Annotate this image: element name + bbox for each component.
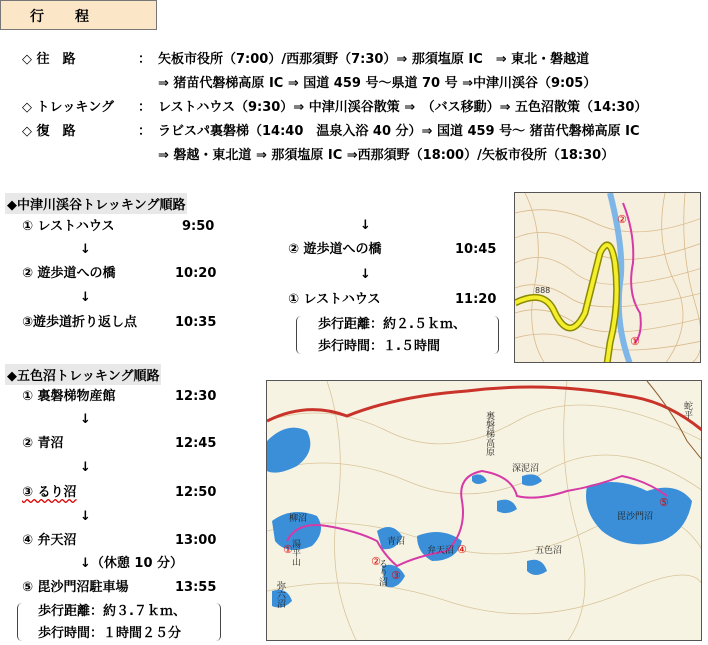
nakatsu-distance: 歩行距離：約２.５ｋｍ、 xyxy=(318,317,466,332)
nakatsu-map xyxy=(514,192,701,363)
nakatsu-stop-3: ③遊歩道折り返し点 xyxy=(22,315,138,330)
arrow-icon: ↓ xyxy=(360,267,371,282)
goshiki-stop-5: ⑤ 毘沙門沼駐車場 xyxy=(22,580,129,595)
goshiki-time-5: 13:55 xyxy=(175,580,217,595)
arrow-icon: ↓ xyxy=(80,412,91,427)
goshiki-time-3: 12:50 xyxy=(175,485,217,500)
map2-label-ruri: るり沼 xyxy=(377,559,387,586)
nakatsu-heading: ◆中津川渓谷トレッキング順路 xyxy=(5,193,187,214)
goshiki-stop-4: ④ 弁天沼 xyxy=(22,533,77,548)
itinerary-label-outbound: ◇ 往 路 xyxy=(22,52,76,67)
itinerary-line-trekking-1: レストハウス（9:30）⇒ 中津川渓谷散策 ⇒ （バス移動）⇒ 五色沼散策（14:30） xyxy=(158,100,648,115)
itinerary-colon-return: ： xyxy=(138,124,152,139)
itinerary-label-return: ◇ 復 路 xyxy=(22,124,76,139)
goshiki-stop-2: ② 青沼 xyxy=(22,436,64,451)
nakatsu-map-svg xyxy=(515,193,701,363)
goshiki-time-1: 12:30 xyxy=(175,389,217,404)
goshiki-distance: 歩行距離：約３.７ｋｍ、 xyxy=(38,604,186,619)
nakatsu-return-time-1: 11:20 xyxy=(455,292,497,307)
arrow-icon: ↓ xyxy=(80,509,91,524)
map2-label-hebi: 蛇平 xyxy=(682,401,692,419)
title-box xyxy=(0,0,157,30)
itinerary-line-outbound-1: 矢板市役所（7:00）/西那須野（7:30）⇒ 那須塩原 IC ⇒ 東北・磐越道 xyxy=(158,52,590,67)
arrow-icon: ↓ xyxy=(80,290,91,305)
map1-marker-1: ① xyxy=(630,335,640,348)
nakatsu-return-time-2: 10:45 xyxy=(455,242,497,257)
map2-label-yuhira: 湯平山 xyxy=(290,539,300,566)
nakatsu-return-stop-2: ② 遊歩道への橋 xyxy=(288,242,382,257)
goshiki-time-4: 13:00 xyxy=(175,533,217,548)
map2-label-miroku: 弥六沼 xyxy=(275,581,285,608)
map2-label-goshiki: 五色沼 xyxy=(535,546,563,556)
map2-label-yanagi: 柳沼 xyxy=(289,514,308,524)
itinerary-colon-trekking: ： xyxy=(138,100,152,115)
goshiki-stop-3 xyxy=(22,485,77,501)
map2-marker-2: ② xyxy=(371,555,381,568)
map2-label-benten: 弁天沼 xyxy=(427,546,455,556)
nakatsu-time-1: 9:50 xyxy=(182,219,215,234)
nakatsu-return-stop-1: ① レストハウス xyxy=(288,292,381,307)
goshiki-stop-3-label: ③ るり沼 xyxy=(22,485,77,500)
arrow-icon: ↓ xyxy=(80,242,91,257)
map2-label-urabandai: 裏磐梯高原 xyxy=(484,411,494,456)
goshiki-duration: 歩行時間：１時間２５分 xyxy=(38,626,182,641)
page-title: 行 程 xyxy=(30,9,90,25)
map1-elevation: 888 xyxy=(535,286,551,295)
nakatsu-stop-1: ① レストハウス xyxy=(22,219,115,234)
map2-marker-4: ④ xyxy=(457,543,467,556)
map2-marker-5: ⑤ xyxy=(659,496,669,509)
itinerary-line-return-1: ラビスパ裏磐梯（14:40 温泉入浴 40 分）⇒ 国道 459 号～ 猪苗代磐梯高原 IC xyxy=(158,124,640,139)
map2-label-ao: 青沼 xyxy=(387,537,406,547)
map2-marker-1: ① xyxy=(283,543,293,556)
goshiki-time-2: 12:45 xyxy=(175,436,217,451)
goshiki-rest-note: ↓（休憩 10 分） xyxy=(80,556,184,571)
map2-marker-3: ③ xyxy=(391,569,401,582)
goshiki-map xyxy=(266,380,702,641)
map1-marker-2: ② xyxy=(617,213,627,226)
map2-label-bishamon: 毘沙門沼 xyxy=(617,512,654,522)
itinerary-line-outbound-2: ⇒ 猪苗代磐梯高原 IC ⇒ 国道 459 号～県道 70 号 ⇒中津川渓谷（9:05） xyxy=(158,76,597,91)
nakatsu-time-2: 10:20 xyxy=(175,266,217,281)
arrow-icon: ↓ xyxy=(80,460,91,475)
map2-label-doro: 深泥沼 xyxy=(512,464,540,474)
itinerary-label-trekking: ◇ トレッキング xyxy=(22,100,115,115)
arrow-icon: ↓ xyxy=(360,218,371,233)
goshiki-heading: ◆五色沼トレッキング順路 xyxy=(5,364,161,385)
itinerary-colon-outbound: ： xyxy=(138,52,152,67)
nakatsu-stop-2: ② 遊歩道への橋 xyxy=(22,266,116,281)
goshiki-map-svg xyxy=(267,381,702,641)
nakatsu-duration: 歩行時間：１.５時間 xyxy=(318,339,440,354)
nakatsu-time-3: 10:35 xyxy=(175,315,217,330)
itinerary-line-return-2: ⇒ 磐越・東北道 ⇒ 那須塩原 IC ⇒西那須野（18:00）/矢板市役所（18:30） xyxy=(158,148,615,163)
goshiki-stop-1: ① 裏磐梯物産館 xyxy=(22,389,116,404)
